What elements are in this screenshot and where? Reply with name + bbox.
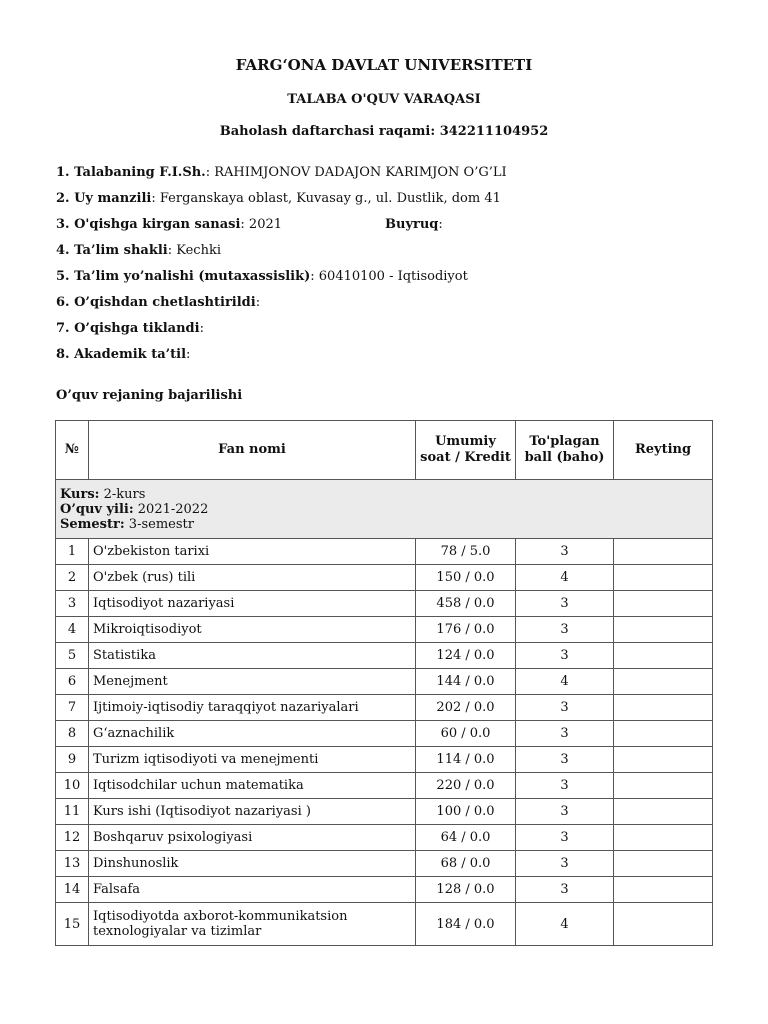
record-value: 342211104952 [439,124,549,139]
row-number: 4 [56,617,89,643]
table-row [56,591,713,617]
row-grade: 3 [516,851,614,877]
row-hours: 220 / 0.0 [416,773,516,799]
row-rating [614,539,713,565]
row-number: 12 [56,825,89,851]
row-subject: Iqtisodiyotda axborot-kommunikatsion texnologiyalar va tizimlar [89,903,416,946]
row-hours: 150 / 0.0 [416,565,516,591]
row-grade: 4 [516,565,614,591]
row-rating [614,747,713,773]
row-subject: Statistika [89,643,416,669]
row-grade: 3 [516,695,614,721]
row-hours: 124 / 0.0 [416,643,516,669]
row-rating [614,773,713,799]
row-grade: 3 [516,747,614,773]
info-row-address [56,191,507,217]
row-hours: 184 / 0.0 [416,903,516,946]
university-title: FARG‘ONA DAVLAT UNIVERSITETI [235,56,533,74]
row-rating [614,877,713,903]
year-line: O’quv yili: 2021-2022 [60,501,209,517]
row-subject: Menejment [89,669,416,695]
info-value: : Ferganskaya oblast, Kuvasay g., ul. Dustlik, dom 41 [151,191,501,206]
row-number: 9 [56,747,89,773]
row-subject: Kurs ishi (Iqtisodiyot nazariyasi ) [89,799,416,825]
info-label: 6. O’qishdan chetlashtirildi [56,295,256,310]
row-number: 3 [56,591,89,617]
row-hours: 176 / 0.0 [416,617,516,643]
info-label: 7. O’qishga tiklandi [56,321,200,336]
info-row-enrollment [56,217,507,243]
row-grade: 3 [516,721,614,747]
table-header-row [56,421,713,480]
row-subject: Turizm iqtisodiyoti va menejmenti [89,747,416,773]
row-rating [614,565,713,591]
row-subject: O'zbekiston tarixi [89,539,416,565]
row-rating [614,825,713,851]
row-grade: 3 [516,799,614,825]
info-row-specialty [56,269,507,295]
row-subject: O'zbek (rus) tili [89,565,416,591]
column-header-subject: Fan nomi [89,421,416,480]
row-number: 13 [56,851,89,877]
table-row [56,539,713,565]
row-subject: Ijtimoiy-iqtisodiy taraqqiyot nazariyalari [89,695,416,721]
semester-line: Semestr: 3-semestr [60,516,194,532]
row-grade: 3 [516,877,614,903]
row-subject: Boshqaruv psixologiyasi [89,825,416,851]
document-subtitle: TALABA O'QUV VARAQASI [287,92,481,107]
table-body [56,480,713,946]
semester-group-row [56,480,713,539]
table-row [56,669,713,695]
order-field [385,217,443,233]
row-grade: 3 [516,643,614,669]
row-grade: 3 [516,617,614,643]
row-rating [614,903,713,946]
row-hours: 78 / 5.0 [416,539,516,565]
info-value: : [199,321,204,336]
table-row [56,695,713,721]
info-value: : 60410100 - Iqtisodiyot [310,269,468,284]
table-row [56,565,713,591]
info-value: : [255,295,261,310]
table-row [56,773,713,799]
table-row [56,747,713,773]
row-hours: 100 / 0.0 [416,799,516,825]
row-subject: G‘aznachilik [89,721,416,747]
row-grade: 4 [516,903,614,946]
row-rating [614,695,713,721]
row-number: 15 [56,903,89,946]
semester-group-cell [56,480,713,539]
row-grade: 3 [516,825,614,851]
info-row-reinstated [56,321,507,347]
record-label: Baholash daftarchasi raqami: [219,124,436,139]
info-row-study-form [56,243,507,269]
row-rating [614,643,713,669]
row-number: 2 [56,565,89,591]
row-number: 1 [56,539,89,565]
row-hours: 144 / 0.0 [416,669,516,695]
table-row [56,877,713,903]
row-subject: Mikroiqtisodiyot [89,617,416,643]
row-number: 7 [56,695,89,721]
row-hours: 68 / 0.0 [416,851,516,877]
row-hours: 202 / 0.0 [416,695,516,721]
row-number: 11 [56,799,89,825]
row-number: 14 [56,877,89,903]
row-hours: 458 / 0.0 [416,591,516,617]
row-rating [614,799,713,825]
row-rating [614,591,713,617]
row-number: 10 [56,773,89,799]
table-row [56,903,713,946]
row-grade: 4 [516,669,614,695]
column-header-rating: Reyting [614,421,713,480]
row-rating [614,851,713,877]
grades-table [55,420,713,946]
info-label: 1. Talabaning F.I.Sh. [56,165,206,180]
row-grade: 3 [516,539,614,565]
row-number: 5 [56,643,89,669]
row-hours: 64 / 0.0 [416,825,516,851]
info-value: : 2021 [240,217,283,232]
row-grade: 3 [516,591,614,617]
row-number: 8 [56,721,89,747]
row-rating [614,669,713,695]
column-header-hours: Umumiy soat / Kredit [416,421,516,480]
info-row-expelled [56,295,507,321]
info-label: 8. Akademik ta’til [56,347,187,362]
row-subject: Iqtisodchilar uchun matematika [89,773,416,799]
row-subject: Falsafa [89,877,416,903]
info-value: : RAHIMJONOV DADAJON KARIMJON O’G’LI [205,165,507,180]
section-title: O’quv rejaning bajarilishi [56,388,243,403]
row-hours: 114 / 0.0 [416,747,516,773]
record-book-number [0,124,768,139]
order-label: Buyruq [385,217,439,232]
table-row [56,617,713,643]
info-label: 5. Ta’lim yo’nalishi (mutaxassislik) [56,269,311,284]
row-hours: 128 / 0.0 [416,877,516,903]
table-row [56,825,713,851]
row-rating [614,721,713,747]
info-value: : [186,347,191,362]
row-subject: Dinshunoslik [89,851,416,877]
column-header-grade: To'plagan ball (baho) [516,421,614,480]
info-label: 2. Uy manzili [56,191,152,206]
table-row [56,799,713,825]
table-row [56,721,713,747]
row-grade: 3 [516,773,614,799]
info-value: : Kechki [167,243,221,258]
course-line: Kurs: 2-kurs [60,486,146,502]
info-row-name [56,165,507,191]
student-info [56,165,507,373]
table-row [56,851,713,877]
info-row-academic-leave [56,347,507,373]
order-value: : [438,217,443,232]
row-number: 6 [56,669,89,695]
info-label: 4. Ta’lim shakli [56,243,168,258]
column-header-number: № [56,421,89,480]
table-row [56,643,713,669]
row-rating [614,617,713,643]
row-hours: 60 / 0.0 [416,721,516,747]
info-label: 3. O'qishga kirgan sanasi [56,217,241,232]
row-subject: Iqtisodiyot nazariyasi [89,591,416,617]
